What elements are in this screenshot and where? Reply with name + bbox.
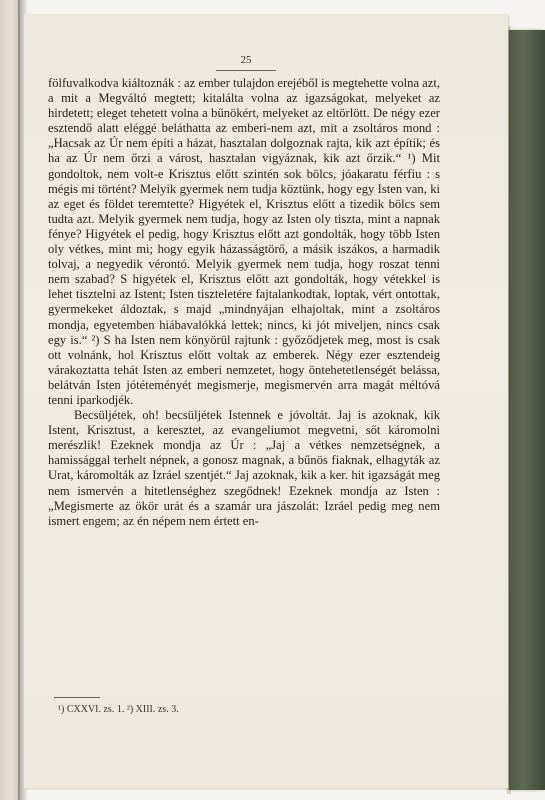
page-number: 25 <box>240 54 252 66</box>
book-page <box>24 14 508 788</box>
paragraph-2: Becsüljétek, oh! becsüljétek Istennek e jóvoltát. Jaj is azoknak, kik Istent, Krisztust, a keresztet, az evangeliumot megvetni, sőt káromolni merészlik! Ezeknek mondja az Úr : „Jaj a vétkes nemzetségnek, a hamissággal terhelt népnek, a gonosz magnak, a bűnös fiaknak, elhagyták az Urat, káromolták az Izráel szentjét.“ Jaj azoknak, kik a ker. hit igazságát meg nem ismervén a hitetlenséghez szegődnek! Ezeknek mondja az Isten : „Megismerte az ökör urát és a szamár ura jászolát: Izráel pedig meg nem ismert engem; az én népem nem értett en- <box>48 408 440 528</box>
header-rule <box>216 70 276 71</box>
facing-page-edge <box>0 0 20 800</box>
paragraph-1: fölfuvalkodva kiáltoznák : az ember tulajdon erejéből is megtehette volna azt, a mit a Megváltó megtett; kitalálta volna az igazságokat, melyeket az hirdetett; eleget tehetett volna a bűnökért, melyeket az eltörlött. De négy ezer esztendő alatt eléggé beláthatta az emberi-nem azt, mit a zsoltáros mond : „Hacsak az Úr nem építi a házat, hasztalan dolgoznak rajta, kik azt építik; és ha az Úr nem őrzi a várost, hasztalan vigyáznak, kik azt őrzik.“ ¹) Mit gondoltok, nem volt-e Krisztus előtt szintén sok bölcs, jóakaratu férfiu : s mégis mi történt? Melyik gyermek nem tudja köztünk, hogy egy Isten van, ki az eget és földet teremtette? Higyétek el, Krisztus előtt a tizedik bölcs sem tudta azt. Melyik gyermek nem tudja, hogy az Isten oly tiszta, mint a napnak fénye? Higyétek el pedig, hogy Krisztus előtt azt gondolták, hogy több Isten oly vétkes, mint mi; hogy egyik házasságtörő, a másik iszákos, a harmadik tolvaj, a negyedik vérontó. Melyik gyermek nem tudja, hogy roszat tenni nem szabad? S higyétek el, Krisztus előtt azt gondolták, hogy vétekkel is lehet tisztelni az Istent; Isten tiszteletére fajtalankodtak, loptak, vért ontottak, gyermekeket áldoztak, s majd „mindnyájan elhajoltak, mint a zsoltáros mondja, egyetemben hiábavalókká lettek; nincs, ki jót miveljen, nincs csak egy is.“ ²) S ha Isten nem könyörül rajtunk : győződjetek meg, most is csak ott volnánk, hol Krisztus előtt voltak az emberek. Négy ezer esztendeig várakoztatta tehát Isten az emberi nemzetet, hogy öntehetetlenségét belássa, belátván Isten jótéteményét megismerje, megismervén arra magát méltóvá tenni iparkodjék. <box>48 76 441 407</box>
book-cover <box>509 30 545 790</box>
footnote: ¹) CXXVI. zs. 1. ²) XIII. zs. 3. <box>58 704 179 715</box>
footnote-rule <box>54 697 100 698</box>
page-body <box>48 76 440 529</box>
